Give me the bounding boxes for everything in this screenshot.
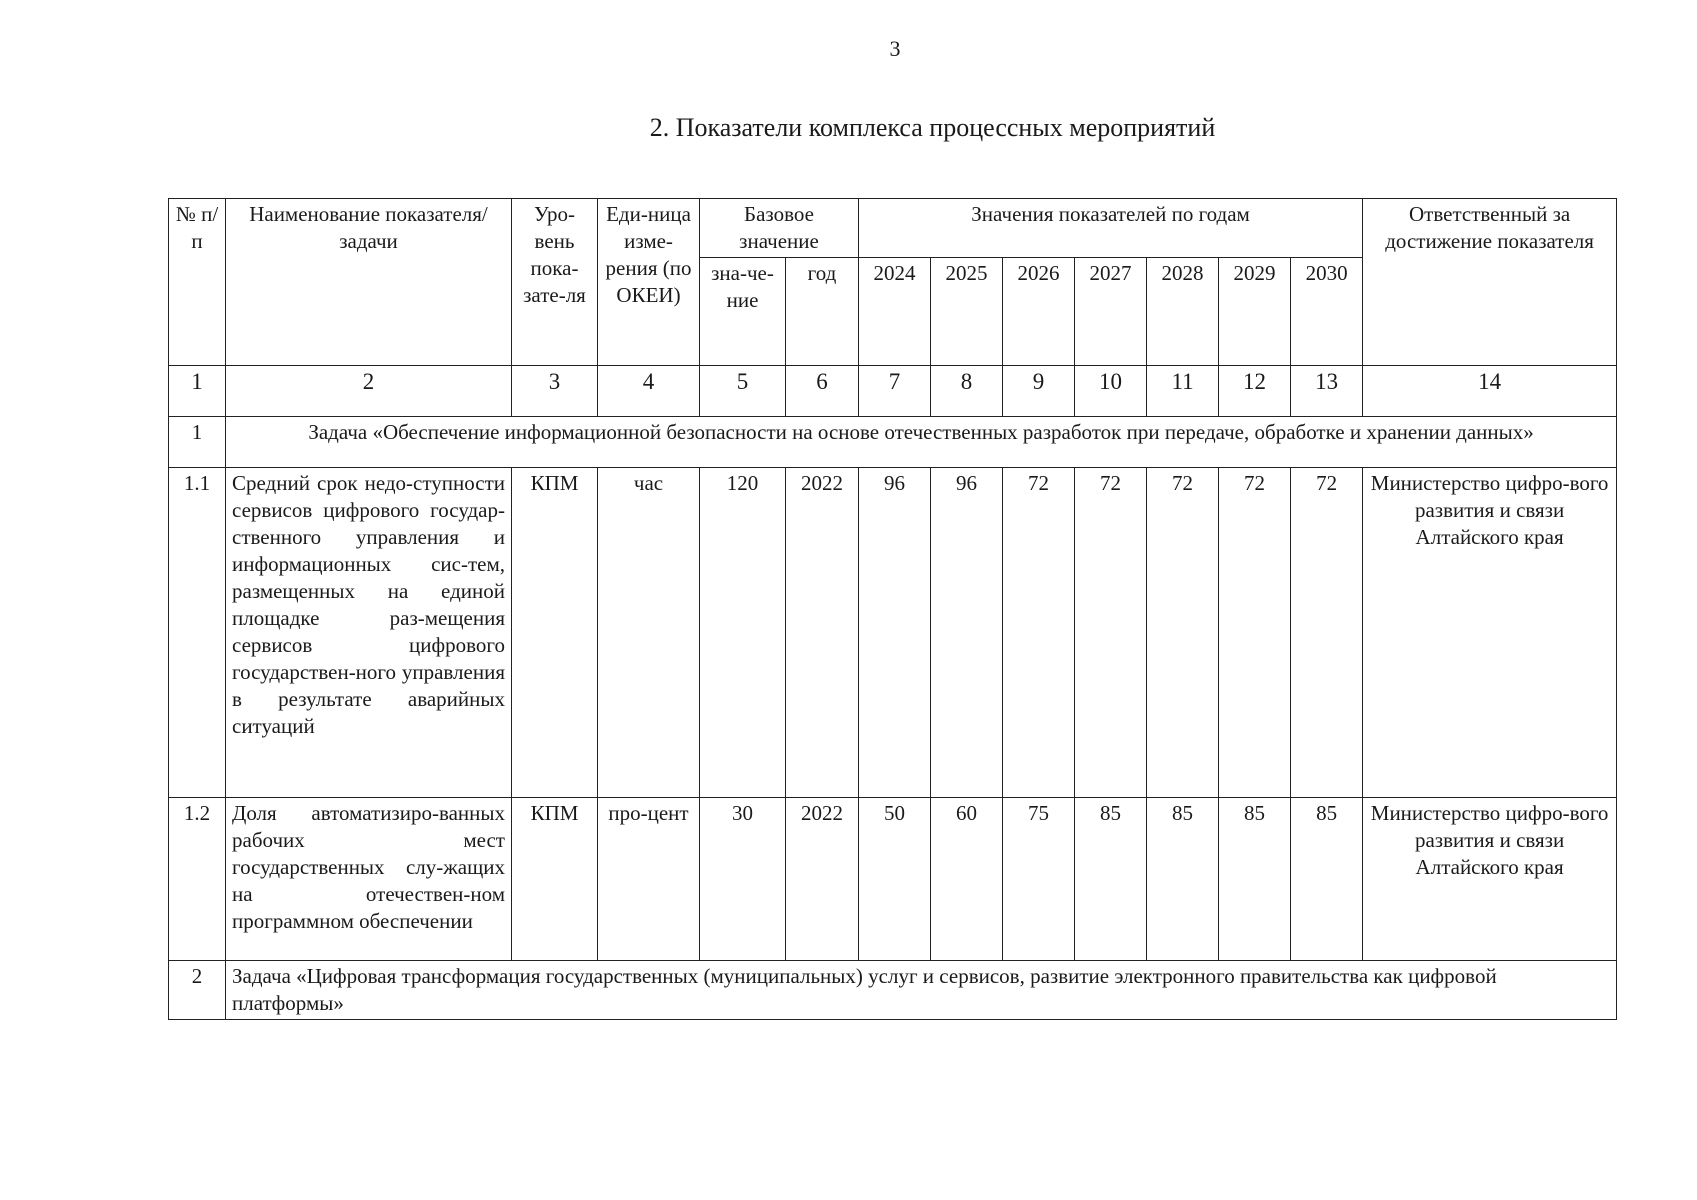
year-value: 85 bbox=[1219, 798, 1291, 961]
task-text: Задача «Цифровая трансформация государственных (муниципальных) услуг и сервисов, развитие электронного правительства как цифровой платформы» bbox=[226, 961, 1617, 1020]
indicator-unit: час bbox=[598, 468, 700, 798]
year-value: 96 bbox=[931, 468, 1003, 798]
column-number: 11 bbox=[1147, 366, 1219, 417]
column-number: 9 bbox=[1003, 366, 1075, 417]
year-value: 72 bbox=[1291, 468, 1363, 798]
year-value: 85 bbox=[1291, 798, 1363, 961]
header-base-year: год bbox=[786, 258, 859, 366]
column-number-row bbox=[169, 366, 1617, 417]
year-value: 72 bbox=[1147, 468, 1219, 798]
indicator-unit: про-цент bbox=[598, 798, 700, 961]
header-level: Уро-вень пока-зате-ля bbox=[512, 199, 598, 366]
responsible: Министерство цифро-вого развития и связи Алтайского края bbox=[1363, 798, 1617, 961]
page-number: 3 bbox=[889, 36, 901, 61]
column-number: 12 bbox=[1219, 366, 1291, 417]
column-number: 14 bbox=[1363, 366, 1617, 417]
header-num: № п/п bbox=[169, 199, 226, 366]
base-year: 2022 bbox=[786, 798, 859, 961]
column-number: 5 bbox=[700, 366, 786, 417]
task-row bbox=[169, 417, 1617, 468]
column-number: 6 bbox=[786, 366, 859, 417]
column-number: 10 bbox=[1075, 366, 1147, 417]
task-num: 2 bbox=[169, 961, 226, 1020]
header-name: Наименование показателя/задачи bbox=[226, 199, 512, 366]
task-num: 1 bbox=[169, 417, 226, 468]
section-title: 2. Показатели комплекса процессных мероприятий bbox=[649, 113, 1216, 142]
year-value: 72 bbox=[1219, 468, 1291, 798]
indicator-level: КПМ bbox=[512, 798, 598, 961]
column-number: 7 bbox=[859, 366, 931, 417]
year-value: 96 bbox=[859, 468, 931, 798]
column-number: 4 bbox=[598, 366, 700, 417]
year-value: 60 bbox=[931, 798, 1003, 961]
header-year: 2027 bbox=[1075, 258, 1147, 366]
year-value: 85 bbox=[1147, 798, 1219, 961]
column-number: 13 bbox=[1291, 366, 1363, 417]
header-values-by-year: Значения показателей по годам bbox=[859, 199, 1363, 258]
task-text: Задача «Обеспечение информационной безопасности на основе отечественных разработок при передаче, обработке и хранении данных» bbox=[226, 417, 1617, 468]
year-value: 72 bbox=[1003, 468, 1075, 798]
column-number: 3 bbox=[512, 366, 598, 417]
header-responsible: Ответственный за достижение показателя bbox=[1363, 199, 1617, 366]
year-value: 50 bbox=[859, 798, 931, 961]
base-year: 2022 bbox=[786, 468, 859, 798]
header-base: Базовое значение bbox=[700, 199, 859, 258]
base-value: 30 bbox=[700, 798, 786, 961]
column-number: 1 bbox=[169, 366, 226, 417]
indicator-name: Средний срок недо-ступности сервисов цифрового государ-ственного управления и информационных сис-тем, размещенных на единой площадке раз-мещения сервисов цифрового государствен-ного управления в результате аварийных ситуаций bbox=[226, 468, 512, 798]
indicator-name: Доля автоматизиро-ванных рабочих мест государственных слу-жащих на отечествен-ном программном обеспечении bbox=[226, 798, 512, 961]
header-year: 2028 bbox=[1147, 258, 1219, 366]
column-number: 2 bbox=[226, 366, 512, 417]
indicators-table bbox=[168, 198, 1617, 1020]
base-value: 120 bbox=[700, 468, 786, 798]
header-base-value: зна-че-ние bbox=[700, 258, 786, 366]
row-num: 1.1 bbox=[169, 468, 226, 798]
header-year: 2024 bbox=[859, 258, 931, 366]
header-unit: Еди-ница изме-рения (по ОКЕИ) bbox=[598, 199, 700, 366]
year-value: 72 bbox=[1075, 468, 1147, 798]
column-number: 8 bbox=[931, 366, 1003, 417]
header-year: 2030 bbox=[1291, 258, 1363, 366]
table-row bbox=[169, 798, 1617, 961]
year-value: 75 bbox=[1003, 798, 1075, 961]
indicator-level: КПМ bbox=[512, 468, 598, 798]
table-row bbox=[169, 468, 1617, 798]
responsible: Министерство цифро-вого развития и связи Алтайского края bbox=[1363, 468, 1617, 798]
header-row-1 bbox=[169, 199, 1617, 258]
row-num: 1.2 bbox=[169, 798, 226, 961]
task-row bbox=[169, 961, 1617, 1020]
header-year: 2025 bbox=[931, 258, 1003, 366]
header-year: 2029 bbox=[1219, 258, 1291, 366]
header-year: 2026 bbox=[1003, 258, 1075, 366]
year-value: 85 bbox=[1075, 798, 1147, 961]
